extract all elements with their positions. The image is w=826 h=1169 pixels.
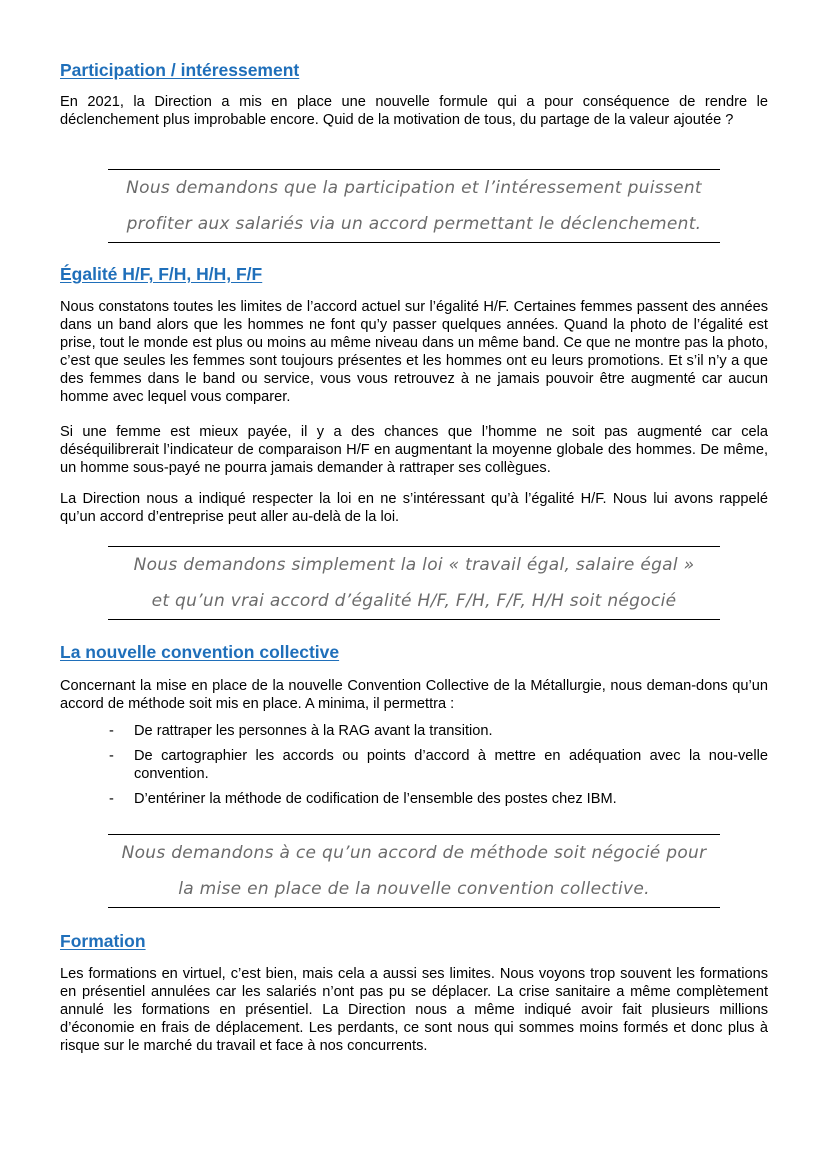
list-item-text: De cartographier les accords ou points d’accord à mettre en adéquation avec la nou-velle convention. xyxy=(134,748,768,782)
egalite-demand-quote xyxy=(108,546,720,620)
section-heading-formation: Formation xyxy=(60,931,146,951)
participation-paragraph: En 2021, la Direction a mis en place une nouvelle formule qui a pour conséquence de rendre le déclenchement plus improbable encore. Quid de la motivation de tous, du partage de la valeur ajoutée ? xyxy=(60,94,768,128)
list-item xyxy=(60,790,768,808)
quote-line: Nous demandons que la participation et l’intéressement puissent xyxy=(126,178,702,198)
dash-bullet: - xyxy=(109,748,114,764)
list-item-text: De rattraper les personnes à la RAG avant la transition. xyxy=(134,723,493,739)
quote-line: la mise en place de la nouvelle convention collective. xyxy=(178,879,650,899)
quote-line: profiter aux salariés via un accord permettant le déclenchement. xyxy=(126,214,702,234)
quote-line: Nous demandons simplement la loi « travail égal, salaire égal » xyxy=(133,555,695,575)
convention-list xyxy=(60,722,768,815)
dash-bullet: - xyxy=(109,723,114,739)
list-item xyxy=(60,747,768,783)
list-item-text: D’entériner la méthode de codification de l’ensemble des postes chez IBM. xyxy=(134,791,617,807)
egalite-paragraph-2: Si une femme est mieux payée, il y a des chances que l’homme ne soit pas augmenté car cela déséquilibrerait l’indicateur de comparaison H/F en augmentant la moyenne globale des hommes. De même, un homme sous-payé ne pourra jamais demander à rattraper ses collègues. xyxy=(60,424,768,476)
section-heading-participation: Participation / intéressement xyxy=(60,60,300,80)
formation-paragraph: Les formations en virtuel, c’est bien, mais cela a aussi ses limites. Nous voyons trop souvent les formations en présentiel annulées car les salariés n’ont pas pu se déplacer. La crise sanitaire a même complètement annulé les formations en présentiel. La Direction nous a même indiqué avoir fait plusieurs millions d’économie en frais de déplacement. Les perdants, ce sont nous qui sommes moins formés et donc plus à risque sur le marché du travail et face à nos concurrents. xyxy=(60,966,768,1054)
egalite-paragraph-1: Nous constatons toutes les limites de l’accord actuel sur l’égalité H/F. Certaines femmes passent des années dans un band alors que les hommes ne font qu’y passer quelques années. Quand la photo de l’égalité est prise, tout le monde est plus ou moins au même niveau dans un même band. Ce que ne montre pas la photo, c’est que seules les femmes sont toujours présentes et les hommes ont eu leurs promotions. Et s’il n’y a que des femmes dans le band ou service, vous vous retrouvez à ne jamais pouvoir être augmenté car aucun homme avec lequel vous comparer. xyxy=(60,299,768,405)
list-item xyxy=(60,722,768,740)
convention-demand-quote xyxy=(108,834,720,908)
convention-paragraph: Concernant la mise en place de la nouvelle Convention Collective de la Métallurgie, nous deman-dons qu’un accord de méthode soit mis en place. A minima, il permettra : xyxy=(60,678,768,712)
quote-line: Nous demandons à ce qu’un accord de méthode soit négocié pour xyxy=(121,843,707,863)
section-heading-egalite: Égalité H/F, F/H, H/H, F/F xyxy=(60,264,263,284)
egalite-paragraph-3: La Direction nous a indiqué respecter la loi en ne s’intéressant qu’à l’égalité H/F. Nous lui avons rappelé qu’un accord d’entreprise peut aller au-delà de la loi. xyxy=(60,491,768,525)
quote-line: et qu’un vrai accord d’égalité H/F, F/H, F/F, H/H soit négocié xyxy=(151,591,677,611)
section-heading-convention: La nouvelle convention collective xyxy=(60,642,340,662)
participation-demand-quote xyxy=(108,169,720,243)
dash-bullet: - xyxy=(109,791,114,807)
